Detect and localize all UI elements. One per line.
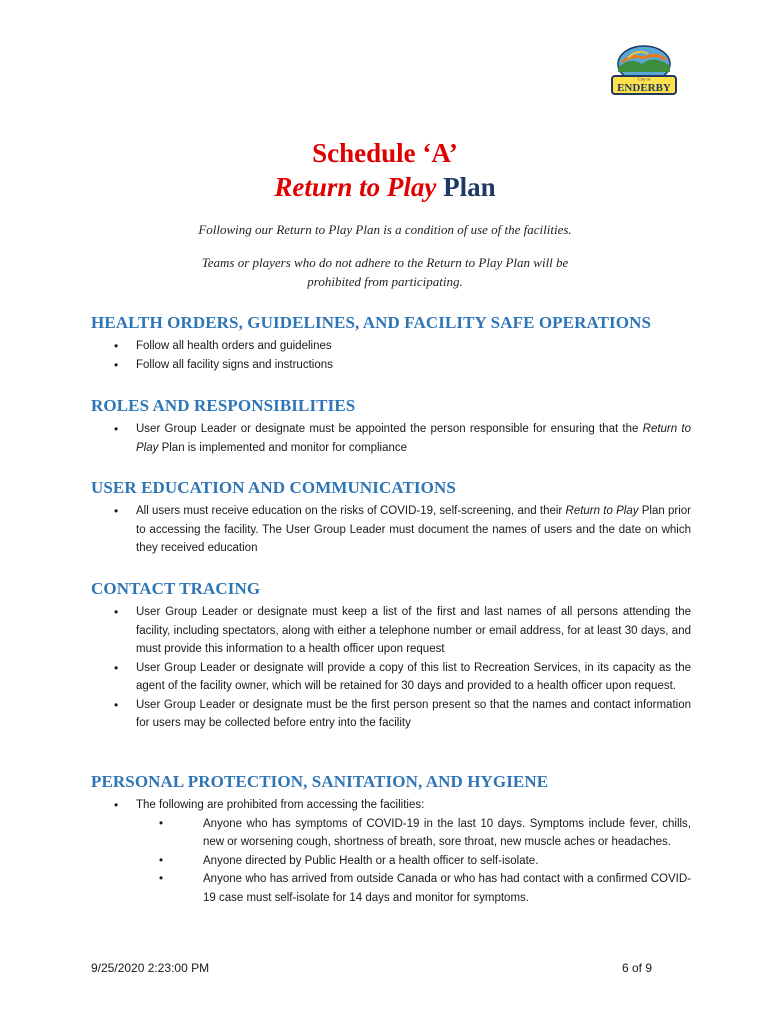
footer-page-number: 6 of 9: [621, 961, 652, 975]
text-run-italic: Return to Play: [565, 505, 639, 517]
bullet-list: [91, 420, 691, 457]
intro-warning-line-2: prohibited from participating.: [307, 274, 463, 289]
footer-timestamp: 9/25/2020 2:23:00 PM: [91, 961, 210, 975]
text-run: The following are prohibited from accessing the facilities:: [136, 799, 425, 811]
document-title: [0, 136, 770, 204]
logo-text: ENDERBY: [617, 82, 671, 94]
title-plan: Plan: [436, 172, 496, 202]
list-item: • User Group Leader or designate will provide a copy of this list to Recreation Services, in its capacity as the agent of the facility owner, which will be retained for 30 days and provided to a health officer upon request.: [91, 659, 691, 696]
list-item: • User Group Leader or designate must keep a list of the first and last names of all persons attending the facility, including spectators, along with either a telephone number or email address, for at least 30 days, and must provide this information to a health officer upon request: [91, 603, 691, 659]
section-contact-tracing: [91, 578, 691, 733]
sub-list-item: • Anyone directed by Public Health or a health officer to self-isolate.: [136, 852, 691, 871]
list-item: • User Group Leader or designate must be the first person present so that the names and contact information for users may be collected before entry into the facility: [91, 696, 691, 733]
intro-condition: Following our Return to Play Plan is a condition of use of the facilities.: [198, 222, 572, 237]
sub-list-item: • Anyone who has symptoms of COVID-19 in the last 10 days. Symptoms include fever, chills, new or worsening cough, shortness of breath, sore throat, new muscle aches or headaches.: [136, 815, 691, 852]
list-item: [91, 502, 691, 558]
city-logo: [608, 44, 680, 98]
section-heading: HEALTH ORDERS, GUIDELINES, AND FACILITY SAFE OPERATIONS: [91, 313, 652, 332]
list-item: • Follow all health orders and guidelines: [91, 337, 691, 356]
sub-bullet-list: [136, 815, 691, 908]
intro-warning: [0, 253, 770, 291]
section-heading: PERSONAL PROTECTION, SANITATION, AND HYGIENE: [91, 772, 549, 791]
section-user-education: [91, 477, 691, 558]
intro-warning-line-1: Teams or players who do not adhere to the Return to Play Plan will be: [201, 255, 569, 270]
list-item: [91, 420, 691, 457]
text-run: Plan is implemented and monitor for compliance: [158, 441, 408, 454]
list-item: • Follow all facility signs and instructions: [91, 356, 691, 375]
text-run: All users must receive education on the risks of COVID-19, self-screening, and their: [136, 505, 566, 517]
text-run: User Group Leader or designate must be appointed the person responsible for ensuring that the: [136, 423, 643, 435]
list-item: [91, 796, 691, 907]
section-heading: ROLES AND RESPONSIBILITIES: [91, 396, 356, 415]
title-line-1: Schedule ‘A’: [312, 138, 458, 168]
section-personal-protection: [91, 771, 691, 907]
section-health-orders: [91, 312, 691, 374]
title-line-2: [0, 170, 770, 204]
text-run-italic: Return to Play: [136, 423, 691, 454]
title-return-to-play: Return to Play: [274, 172, 437, 202]
sub-list-item: • Anyone who has arrived from outside Canada or who has had contact with a confirmed COVID-19 case must self-isolate for 14 days and monitor for symptoms.: [136, 870, 691, 907]
section-heading: CONTACT TRACING: [91, 579, 261, 598]
bullet-list: [91, 502, 691, 558]
logo-small-text: City of: [637, 76, 651, 82]
text-run: Plan prior to accessing the facility. The User Group Leader must document the names of users and the date on which they received education: [136, 505, 691, 554]
bullet-list: [91, 337, 691, 374]
section-roles: [91, 395, 691, 457]
bullet-list: [91, 603, 691, 733]
section-heading: USER EDUCATION AND COMMUNICATIONS: [91, 478, 456, 497]
bullet-list: [91, 796, 691, 907]
